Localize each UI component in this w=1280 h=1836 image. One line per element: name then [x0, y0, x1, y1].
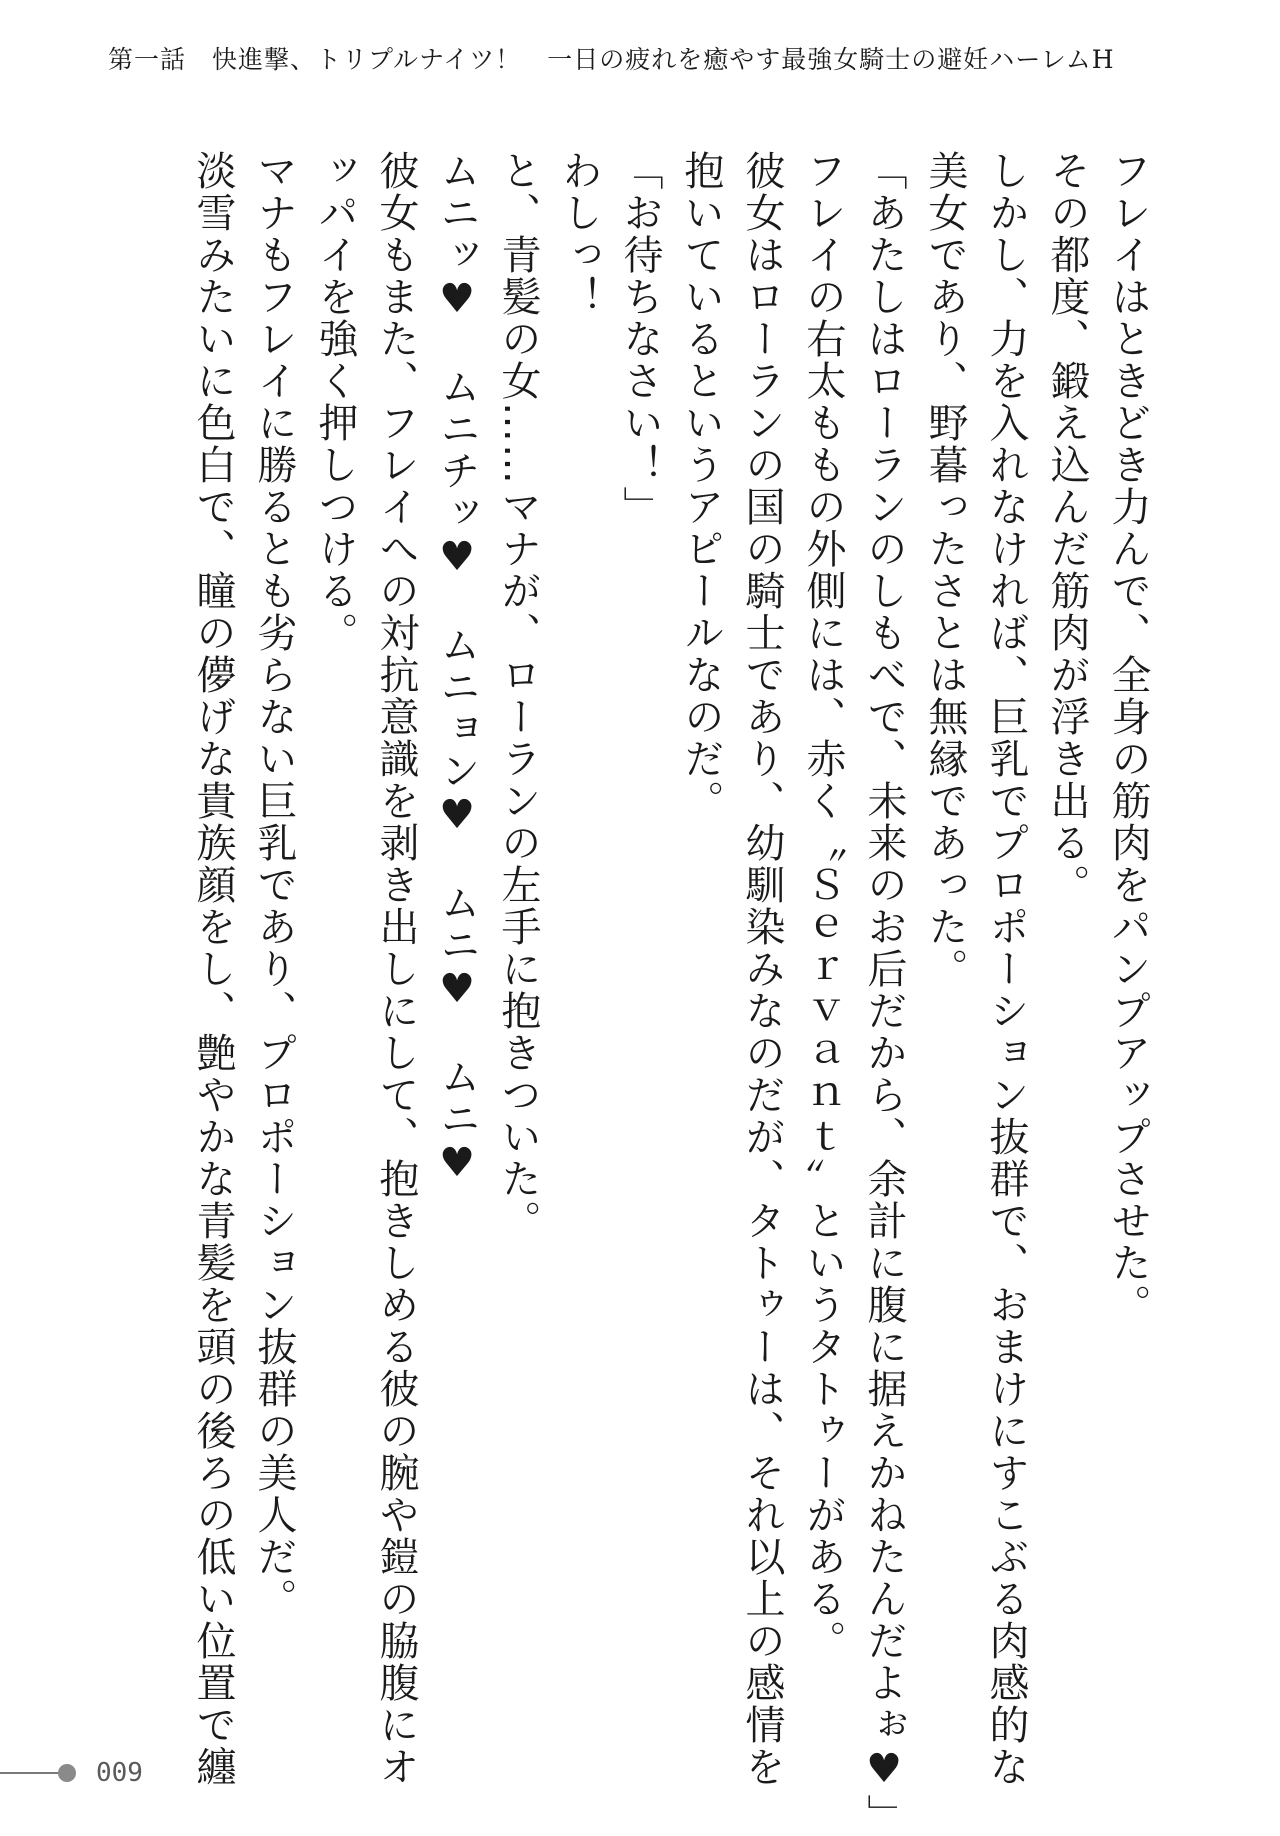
text-line: 淡雪みたいに色白で、瞳の儚げな貴族顔をし、艶やかな青髪を頭の後ろの低い位置で纏 [190, 150, 236, 1788]
footer-dot-icon [58, 1764, 76, 1782]
text-line: フレイはときどき力んで、全身の筋肉をパンプアップさせた。 [1105, 150, 1151, 1326]
text-line: 美女であり、野暮ったさとは無縁であった。 [922, 150, 968, 990]
text-line: フレイの右太ももの外側には、赤く〝Ｓｅｒｖａｎｔ〟というタトゥーがある。 [800, 150, 846, 1662]
text-line: 彼女はローランの国の騎士であり、幼馴染みなのだが、タトゥーは、それ以上の感情を [739, 150, 785, 1788]
text-line: 抱いているというアピールなのだ。 [678, 150, 724, 822]
running-header: 第一話 快進撃、トリプルナイツ！ 一日の疲れを癒やす最強女騎士の避妊ハーレムH [108, 45, 1115, 74]
text-line: ッパイを強く押しつける。 [312, 150, 358, 654]
footer-rule [0, 1772, 64, 1774]
text-line: 彼女もまた、フレイへの対抗意識を剥き出しにして、抱きしめる彼の腕や鎧の脇腹にオ [373, 150, 419, 1788]
text-line: 「あたしはローランのしもべで、未来のお后だから、余計に腹に据えかねたんだよぉ♥」 [861, 150, 907, 1836]
page-footer [0, 1758, 260, 1788]
text-line: ムニッ♥ ムニチッ♥ ムニョン♥ ムニ♥ ムニ♥ [434, 150, 480, 1188]
body-text [182, 150, 1158, 1836]
page-number: 009 [96, 1758, 143, 1788]
text-line: 「お待ちなさい！」 [617, 150, 663, 528]
text-line: わしっ！ [556, 150, 602, 318]
text-line: しかし、力を入れなければ、巨乳でプロポーション抜群で、おまけにすこぶる肉感的な [983, 150, 1029, 1788]
text-line: と、青髪の女……マナが、ローランの左手に抱きついた。 [495, 150, 541, 1242]
text-line: その都度、鍛え込んだ筋肉が浮き出る。 [1044, 150, 1090, 906]
text-line: マナもフレイに勝るとも劣らない巨乳であり、プロポーション抜群の美人だ。 [251, 150, 297, 1620]
